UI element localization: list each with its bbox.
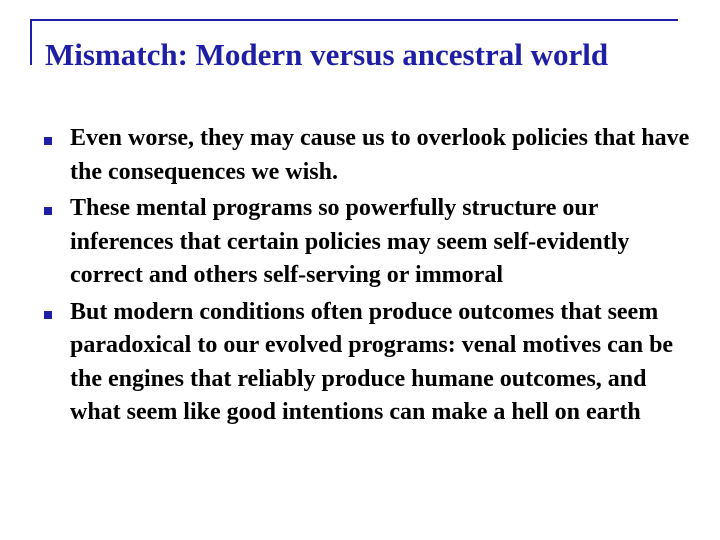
bullet-list (44, 122, 694, 433)
bullet-text-2: These mental programs so powerfully structure our inferences that certain policies may seem self-evidently correct and others self-serving or immoral (70, 195, 630, 288)
bullet-text-3: But modern conditions often produce outcomes that seem paradoxical to our evolved programs: venal motives can be the engines that reliably produce humane outcomes, and what seem like good intentions can make a hell on earth (70, 298, 674, 425)
bullet-item-1 (44, 122, 694, 189)
square-bullet-icon (44, 207, 52, 215)
title-top-rule (30, 19, 678, 21)
square-bullet-icon (44, 311, 52, 319)
square-bullet-icon (44, 137, 52, 145)
title-left-rule (30, 19, 32, 65)
bullet-item-2 (44, 192, 694, 293)
bullet-item-3 (44, 296, 694, 430)
bullet-text-1: Even worse, they may cause us to overlook policies that have the consequences we wish. (70, 125, 690, 185)
slide-title: Mismatch: Modern versus ancestral world (45, 37, 609, 72)
